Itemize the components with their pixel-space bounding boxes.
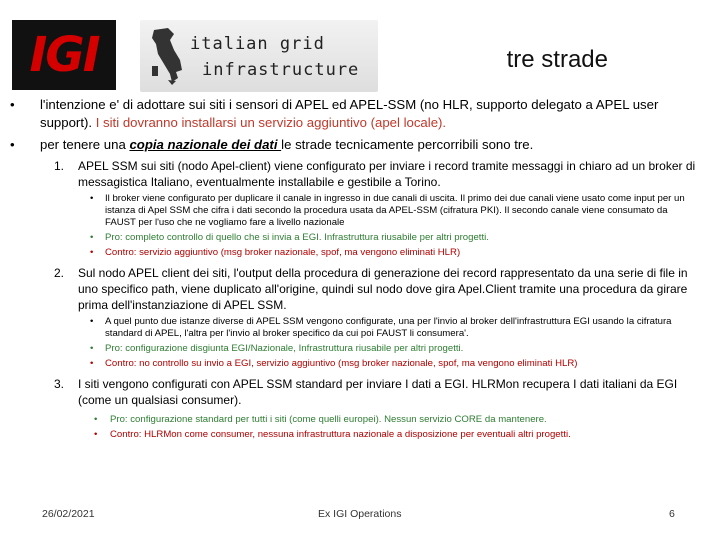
igi-logo-text: IGI [29,27,99,83]
italian-grid-logo [140,20,378,92]
details-text: Il broker viene configurato per duplicare il canale in ingresso in due canali di uscita. Il primo dei due canali viene usato come input per un istanza di Apel SSM che cifra i dati secondo la procedura usata da APEL-SSM (cifratura PKI). Il secondo canale viene consumato da FAUST per l'uso che ne vogliamo fare a livello nazionale [105,193,685,228]
option-number: 2. [54,266,65,280]
bullet-national-pre: per tenere una [40,137,130,152]
logo-line-1: italian grid [190,34,325,54]
option-3-pro: • Pro: configurazione standard per tutti i siti (come quelli europei). Nessun servizio CORE da mantenere. [94,414,547,425]
bullet-intent-text: l'intenzione e' di adottare sui siti i sensori di APEL ed APEL-SSM (no HLR, supporto delegato a APEL user support). [40,97,659,130]
pro-text: Pro: completo controllo di quello che si invia a EGI. Infrastruttura riusabile per altri progetti. [105,232,489,243]
contro-text: Contro: no controllo su invio a EGI, servizio aggiuntivo (msg broker nazionale, spof, ma vengono eliminati HLR) [105,358,578,369]
option-text: APEL SSM sui siti (nodo Apel-client) viene configurato per inviare i record tramite messaggi in chiaro ad un broker di messagistica Italiano, eventualmente installabile e gestibile a Torino. [78,159,696,189]
details-text: A quel punto due istanze diverse di APEL SSM vengono configurate, una per l'invio al broker dell'infrastruttura EGI usando la cifratura standard di APEL, l'altra per l'invio al broker specifico da cui poi FAUST li consumera'. [105,316,672,339]
pro-text: Pro: configurazione disgiunta EGI/Nazionale, Infrastruttura riusabile per altri progetti. [105,343,464,354]
option-3-contro: • Contro: HLRMon come consumer, nessuna infrastruttura nazionale a disposizione per eventuali altri progetti. [94,429,571,440]
option-number: 3. [54,377,65,391]
option-2 [10,265,700,313]
option-3 [10,376,700,408]
slide-title: tre strade [506,46,608,73]
footer-page-number: 6 [669,508,675,520]
option-text: I siti vengono configurati con APEL SSM standard per inviare I dati a EGI. HLRMon recupera I dati italiani da EGI (come un qualsiasi consumer). [78,377,678,407]
option-2-details: • A quel punto due istanze diverse di APEL SSM vengono configurate, una per l'invio al broker dell'infrastruttura EGI usando la cifratura standard di APEL, l'altra per l'invio al broker specifico da cui poi FAUST li consumera'. [90,316,672,339]
logo-line-2: infrastructure [202,60,360,80]
option-text: Sul nodo APEL client dei siti, l'output della procedura di generazione dei record rappresentato da una serie di file in uno specifico path, viene duplicato all'origine, quindi sul nodo dove gira Apel.Client tramite una procedura da girare prima dell'instanziazione di APEL SSM. [78,266,688,312]
bullet-national-copy: • per tenere una copia nazionale dei dati le strade tecnicamente percorribili sono tre. [10,137,534,152]
option-1-contro: • Contro: servizio aggiuntivo (msg broker nazionale, spof, ma vengono eliminati HLR) [90,247,461,258]
option-number: 1. [54,159,65,173]
bullet-national-underlined: copia nazionale dei dati [129,137,282,152]
bullet-national-post: le strade tecnicamente percorribili sono tre. [281,137,534,152]
option-1-details: • Il broker viene configurato per duplicare il canale in ingresso in due canali di uscita. Il primo dei due canali viene usato come input per un istanza di Apel SSM che cifra i dati secondo la procedura usata da APEL-SSM (cifratura PKI). Il secondo canale viene consumato da FAUST per l'uso che ne vogliamo fare a livello nazionale [90,193,685,228]
slide-content [10,96,700,441]
option-2-pro: • Pro: configurazione disgiunta EGI/Nazionale, Infrastruttura riusabile per altri progetti. [90,343,464,354]
option-1-pro: • Pro: completo controllo di quello che si invia a EGI. Infrastruttura riusabile per altri progetti. [90,232,489,243]
footer-date: 26/02/2021 [42,508,95,520]
contro-text: Contro: HLRMon come consumer, nessuna infrastruttura nazionale a disposizione per eventuali altri progetti. [110,429,571,440]
contro-text: Contro: servizio aggiuntivo (msg broker nazionale, spof, ma vengono eliminati HLR) [105,247,461,258]
bullet-intent-red: I siti dovranno installarsi un servizio aggiuntivo (apel locale). [92,115,447,130]
footer-center: Ex IGI Operations [318,508,402,520]
bullet-intent: • l'intenzione e' di adottare sui siti i sensori di APEL ed APEL-SSM (no HLR, supporto delegato a APEL user support). I siti dovranno installarsi un servizio aggiuntivo (apel locale). [10,97,659,130]
option-1 [10,158,700,190]
italy-map-icon [148,26,184,86]
option-2-contro: • Contro: no controllo su invio a EGI, servizio aggiuntivo (msg broker nazionale, spof, ma vengono eliminati HLR) [90,358,578,369]
igi-logo [12,20,116,90]
pro-text: Pro: configurazione standard per tutti i siti (come quelli europei). Nessun servizio CORE da mantenere. [110,414,547,425]
